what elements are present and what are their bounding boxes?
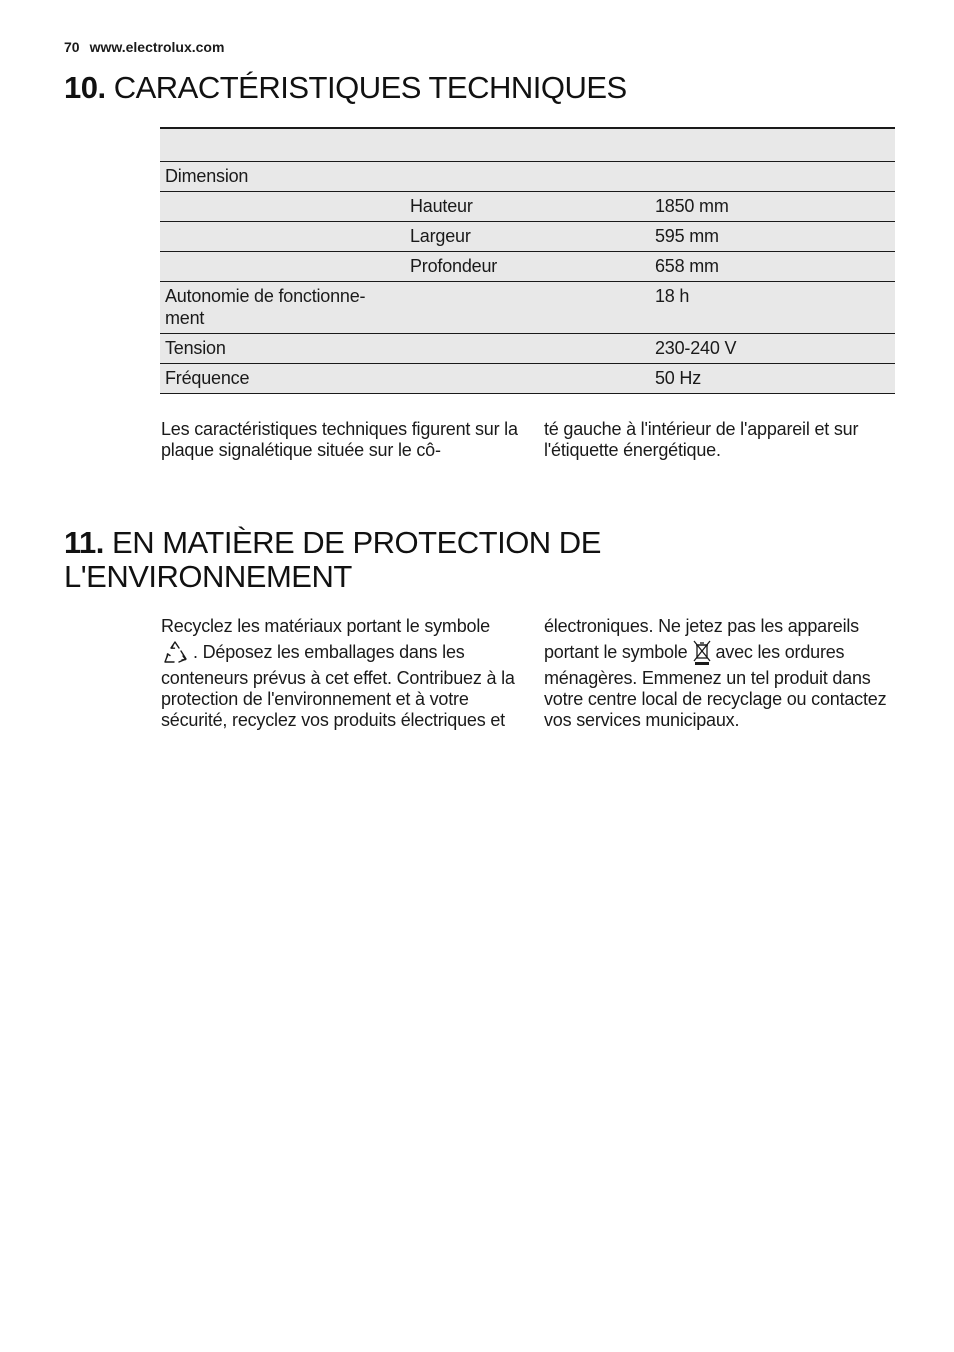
page-number: 70 [64,39,80,55]
note-text: té gauche à l'intérieur de l'appareil et sur l'étiquette énergétique. [544,419,859,460]
table-cell [405,282,650,334]
table-cell [160,222,405,252]
paragraph-line: Recyclez les matériaux portant le symbole [161,616,490,636]
table-cell: Hauteur [405,192,650,222]
section-10-heading [64,71,627,105]
table-row [160,364,895,394]
section-number: 10. [64,70,106,105]
section-number: 11. [64,525,104,560]
section-11-heading [64,526,764,594]
table-cell: 1850 mm [650,192,895,222]
table-cell: Tension [160,334,405,364]
crossed-bin-icon [693,640,711,666]
table-cell [405,334,650,364]
table-cell: Dimension [160,162,405,192]
table-cell: Largeur [405,222,650,252]
table-row [160,192,895,222]
table-cell: 50 Hz [650,364,895,394]
spec-note-right [544,419,904,461]
table-cell [160,252,405,282]
paragraph-line: . Déposez les emballages dans les [193,642,465,662]
paragraph-text: conteneurs prévus à cet effet. Contribuez à la protection de l'environnement et à votre sécurité, recyclez vos produits électriques et [161,668,515,730]
note-text: Les caractéristiques techniques figurent sur la plaque signalétique située sur le cô- [161,419,518,460]
table-header-row [160,128,895,162]
environment-right-column [544,616,904,731]
paragraph-line: portant le symbole [544,642,688,662]
table-row [160,334,895,364]
table-cell: 595 mm [650,222,895,252]
table-cell: 230-240 V [650,334,895,364]
icon-line [161,637,531,668]
table-row [160,252,895,282]
table-row [160,282,895,334]
recycle-icon [161,640,189,666]
environment-left-column [161,616,531,731]
table-row [160,222,895,252]
paragraph-line: avec les ordures [715,642,845,662]
table-cell [650,162,895,192]
table-cell: 658 mm [650,252,895,282]
table-cell: 18 h [650,282,895,334]
table-cell: Autonomie de fonctionne- ment [160,282,405,334]
table-cell [405,364,650,394]
paragraph-text: ménagères. Emmenez un tel produit dans votre centre local de recyclage ou contactez vos services municipaux. [544,668,887,730]
table-cell: Profondeur [405,252,650,282]
site-url: www.electrolux.com [89,39,225,55]
table-row [160,162,895,192]
page-header [64,39,224,55]
table-cell [160,192,405,222]
icon-line [544,637,904,668]
spec-note-left [161,419,531,461]
section-title: EN MATIÈRE DE PROTECTION DE L'ENVIRONNEMENT [64,525,601,594]
table-cell [405,162,650,192]
spec-table [160,127,895,394]
section-title: CARACTÉRISTIQUES TECHNIQUES [113,70,627,105]
paragraph-line: électroniques. Ne jetez pas les appareils [544,616,859,636]
table-cell: Fréquence [160,364,405,394]
